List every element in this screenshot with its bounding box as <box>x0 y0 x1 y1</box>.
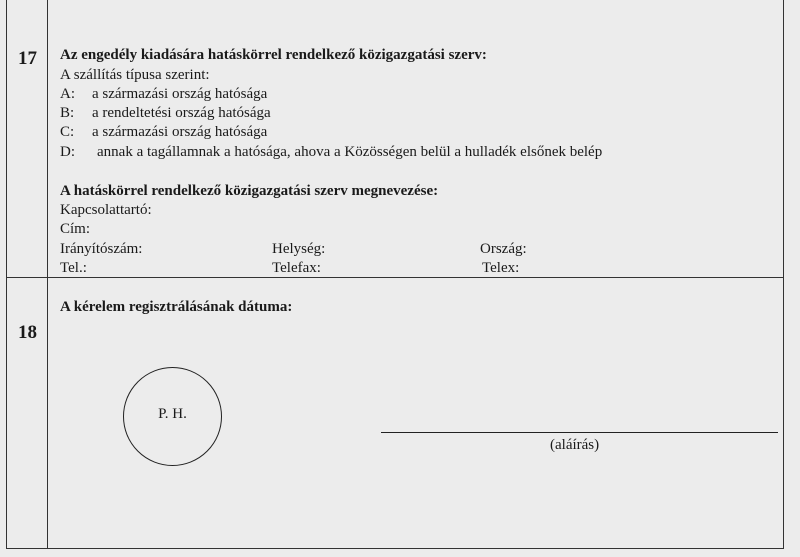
section-18-number: 18 <box>18 322 37 343</box>
number-column-divider <box>47 0 48 548</box>
section-17-heading: Az engedély kiadására hatáskörrel rendelkező közigazgatási szerv: <box>60 47 487 63</box>
signature-line <box>381 432 778 433</box>
country-label: Ország: <box>480 241 527 257</box>
official-stamp <box>123 367 222 466</box>
option-c-letter: C: <box>60 124 75 140</box>
address-label: Cím: <box>60 221 91 237</box>
postcode-label: Irányítószám: <box>60 241 143 257</box>
transport-type-intro: A szállítás típusa szerint: <box>60 67 210 83</box>
option-c-text: a származási ország hatósága <box>92 124 268 140</box>
option-a-text: a származási ország hatósága <box>92 86 268 102</box>
telex-label: Telex: <box>482 260 520 276</box>
section-17-number: 17 <box>18 48 37 69</box>
section-divider <box>6 277 784 278</box>
contact-label: Kapcsolattartó: <box>60 202 152 218</box>
option-b-text: a rendeltetési ország hatósága <box>92 105 271 121</box>
option-d-text: annak a tagállamnak a hatósága, ahova a Közösségen belül a hulladék elsőnek belép <box>97 144 603 160</box>
option-d-letter: D: <box>60 144 75 160</box>
option-a-letter: A: <box>60 86 75 102</box>
authority-name-heading: A hatáskörrel rendelkező közigazgatási szerv megnevezése: <box>60 183 439 199</box>
city-label: Helység: <box>272 241 326 257</box>
stamp-label: P. H. <box>158 406 187 422</box>
telefax-label: Telefax: <box>272 260 321 276</box>
option-b-letter: B: <box>60 105 75 121</box>
tel-label: Tel.: <box>60 260 87 276</box>
signature-label: (aláírás) <box>550 437 600 453</box>
section-18-heading: A kérelem regisztrálásának dátuma: <box>60 299 293 315</box>
